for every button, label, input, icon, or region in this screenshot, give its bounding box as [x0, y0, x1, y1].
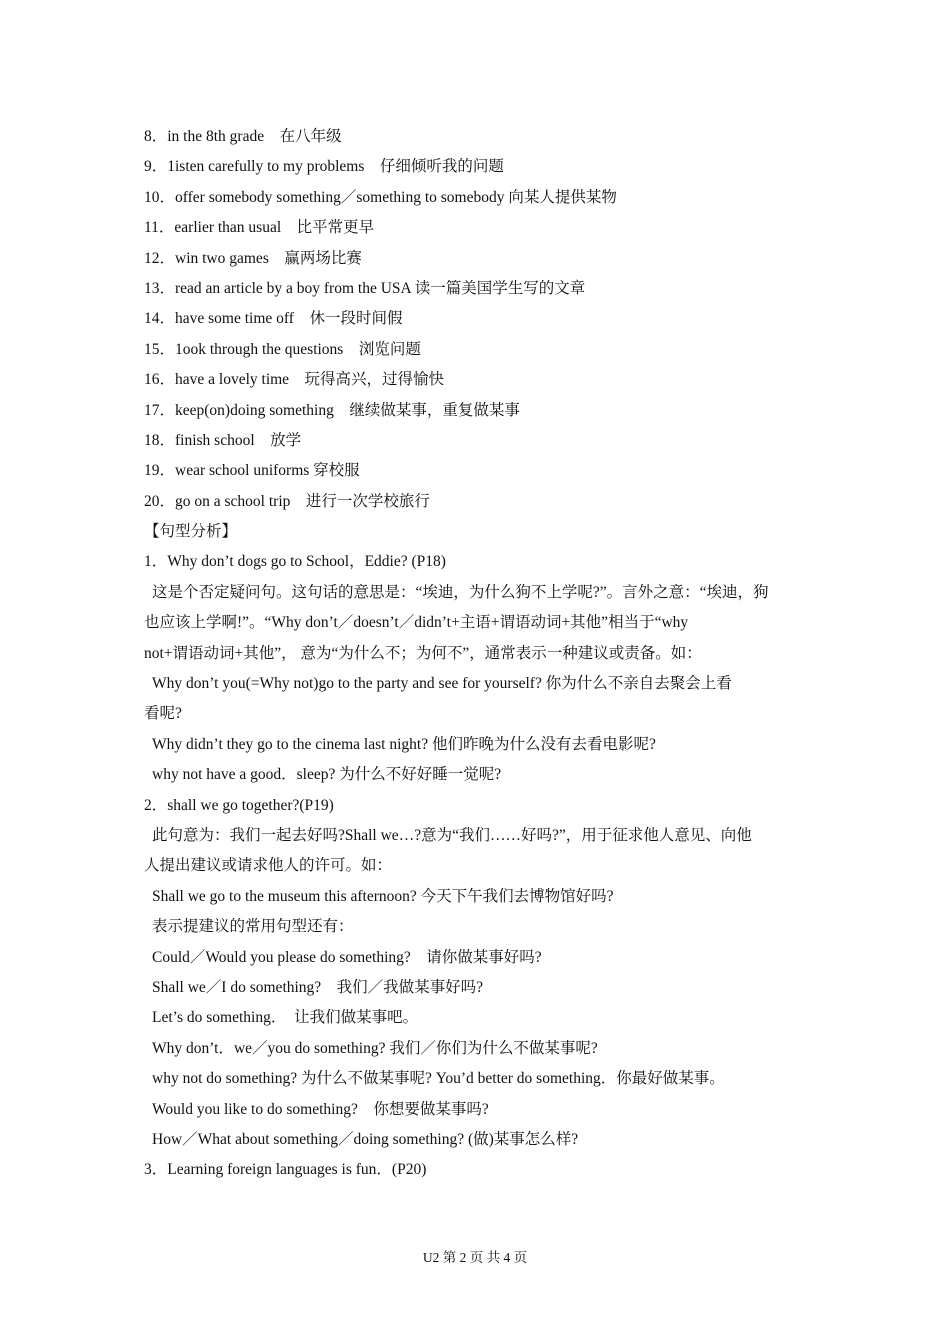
text-line: 1．Why don’t dogs go to School，Eddie? (P18) [144, 553, 446, 571]
section-heading: 【句型分析】 [144, 523, 238, 541]
text-line: Why don’t．we／you do something? 我们／你们为什么不做某事呢? [152, 1039, 598, 1057]
text-line: 16．have a lovely time 玩得高兴，过得愉快 [144, 371, 445, 389]
document-body [144, 122, 814, 1186]
text-line: 18．finish school 放学 [144, 431, 302, 449]
text-line: 17．keep(on)doing something 继续做某事，重复做某事 [144, 401, 520, 419]
text-line: Shall we go to the museum this afternoon? 今天下午我们去博物馆好吗? [152, 887, 614, 905]
text-line: 10．offer somebody something／something to somebody 向某人提供某物 [144, 188, 617, 206]
text-line: 14．have some time off 休一段时间假 [144, 310, 403, 328]
page-footer: U2 第 2 页 共 4 页 [422, 1250, 528, 1265]
text-line: Could／Would you please do something? 请你做某事好吗? [152, 948, 542, 966]
text-line: 也应该上学啊!”。“Why don’t／doesn’t／didn’t+主语+谓语动词+其他”相当于“why [144, 614, 689, 632]
text-line: Why don’t you(=Why not)go to the party and see for yourself? 你为什么不亲自去聚会上看 [152, 675, 732, 693]
text-line: 15．1ook through the questions 浏览问题 [144, 340, 421, 358]
text-line: why not have a good．sleep? 为什么不好好睡一觉呢? [152, 766, 502, 784]
text-line: How／What about something／doing something? (做)某事怎么样? [152, 1130, 579, 1148]
text-line: Would you like to do something? 你想要做某事吗? [152, 1100, 489, 1118]
text-line: why not do something? 为什么不做某事呢? You’d better do something．你最好做某事。 [152, 1070, 725, 1088]
text-line: 13．read an article by a boy from the USA 读一篇美国学生写的文章 [144, 279, 586, 297]
text-line: Let’s do something． 让我们做某事吧。 [152, 1009, 419, 1027]
text-line: 人提出建议或请求他人的许可。如： [144, 857, 393, 875]
text-line: 看呢? [144, 705, 182, 723]
text-line: 19．wear school uniforms 穿校服 [144, 462, 360, 480]
text-line: 此句意为：我们一起去好吗?Shall we…?意为“我们……好吗?”，用于征求他人意见、向他 [152, 826, 752, 844]
text-line: 2．shall we go together?(P19) [144, 796, 334, 814]
text-line: Why didn’t they go to the cinema last night? 他们昨晚为什么没有去看电影呢? [152, 735, 656, 753]
text-line: 这是个否定疑问句。这句话的意思是：“埃迪，为什么狗不上学呢?”。言外之意：“埃迪，狗 [152, 583, 769, 601]
text-line: not+谓语动词+其他”， 意为“为什么不；为何不”，通常表示一种建议或责备。如： [144, 644, 702, 662]
text-line: 9．1isten carefully to my problems 仔细倾听我的问题 [144, 158, 504, 176]
text-line: 12．win two games 赢两场比赛 [144, 249, 362, 267]
text-line: Shall we／I do something? 我们／我做某事好吗? [152, 978, 484, 996]
text-line: 8．in the 8th grade 在八年级 [144, 128, 342, 145]
text-line: 表示提建议的常用句型还有： [152, 918, 354, 936]
text-line: 20．go on a school trip 进行一次学校旅行 [144, 492, 430, 510]
text-line: 3．Learning foreign languages is fun．(P20) [144, 1161, 427, 1179]
text-line: 11．earlier than usual 比平常更早 [144, 219, 375, 237]
